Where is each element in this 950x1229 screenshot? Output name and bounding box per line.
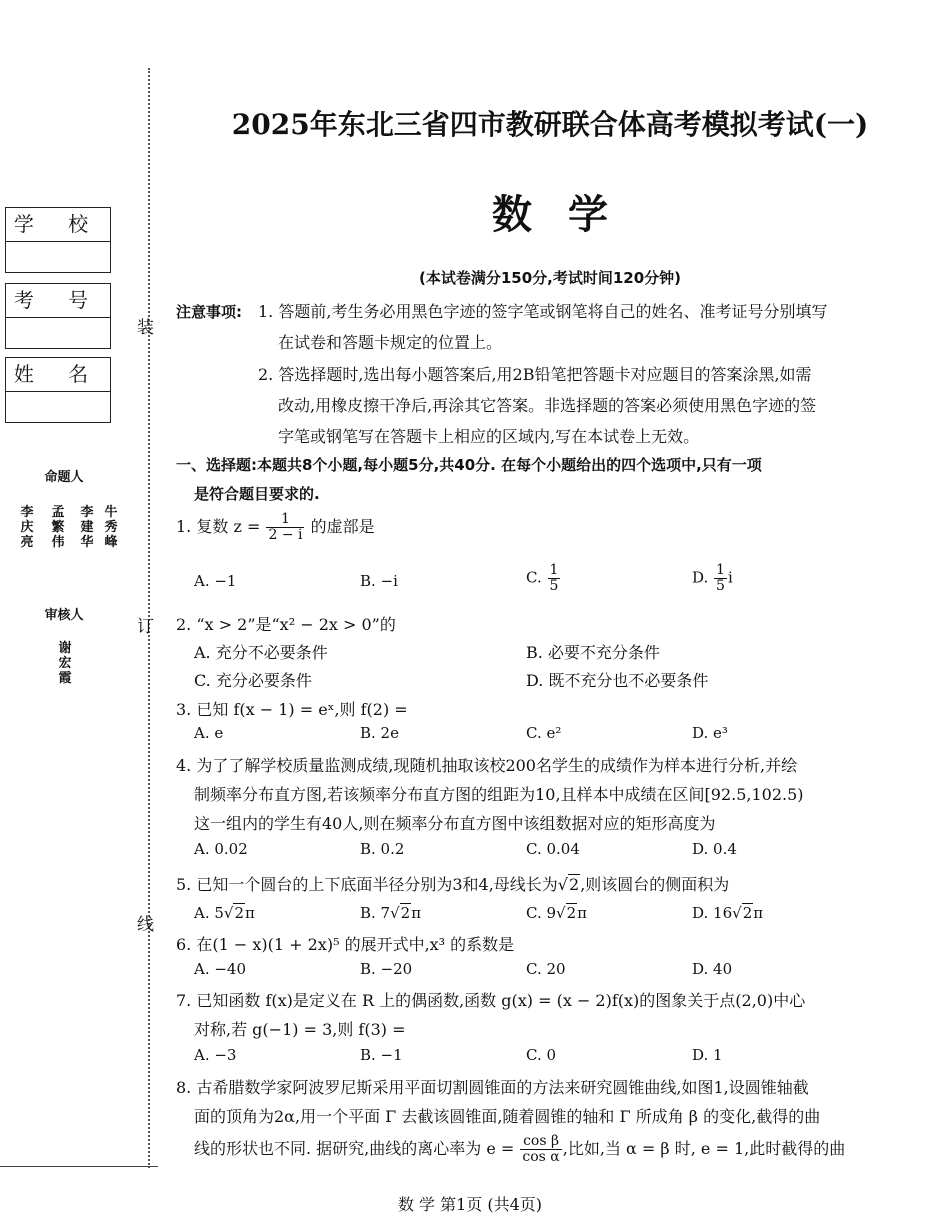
- author-name: 牛秀峰: [104, 505, 118, 550]
- q1-d-label: D.: [692, 568, 709, 587]
- question-3-stem: 3. 已知 f(x − 1) = eˣ,则 f(2) =: [176, 700, 408, 719]
- name-field[interactable]: [6, 392, 110, 422]
- q5-a-prefix: A. 5√: [194, 904, 234, 922]
- q5-b-prefix: B. 7√: [360, 904, 400, 922]
- exam-meta: (本试卷满分150分,考试时间120分钟): [418, 269, 682, 287]
- q7-option-c: C. 0: [526, 1046, 557, 1064]
- question-4-line-2: 制频率分布直方图,若该频率分布直方图的组距为10,且样本中成绩在区间[92.5,102.5): [194, 785, 804, 804]
- q8-eccentricity-fraction: [520, 1134, 561, 1165]
- q5-option-c: [526, 904, 587, 922]
- q5-suffix: ,则该圆台的侧面积为: [580, 875, 730, 894]
- q5-c-radicand: 2: [566, 904, 577, 922]
- note-2-line-1: 2. 答选择题时,选出每小题答案后,用2B铅笔把答题卡对应题目的答案涂黑,如需: [258, 365, 812, 384]
- q4-option-c: C. 0.04: [526, 840, 580, 858]
- q2-option-c: C. 充分必要条件: [194, 671, 312, 690]
- q5-radicand: 2: [569, 875, 580, 894]
- section-heading-line-2: 是符合题目要求的.: [194, 485, 320, 503]
- q1-d-suffix: i: [727, 568, 733, 587]
- school-field[interactable]: [6, 242, 110, 272]
- q6-option-c: C. 20: [526, 960, 566, 978]
- question-2-stem: 2. “x > 2”是“x² − 2x > 0”的: [176, 615, 396, 634]
- q3-option-c: C. e²: [526, 724, 562, 742]
- exam-number-box[interactable]: [5, 283, 111, 349]
- authors-label: 命题人: [44, 470, 84, 485]
- exam-title: 2025年东北三省四市教研联合体高考模拟考试(一): [231, 108, 869, 141]
- question-4-line-3: 这一组内的学生有40人,则在频率分布直方图中该组数据对应的矩形高度为: [194, 814, 716, 833]
- q1-fraction: [266, 512, 304, 543]
- q4-option-d: D. 0.4: [692, 840, 737, 858]
- q8-denominator: cos α: [522, 1149, 560, 1165]
- q1-option-c: [526, 563, 561, 594]
- q5-a-radicand: 2: [234, 904, 245, 922]
- school-label: 学 校: [6, 208, 110, 242]
- q5-b-radicand: 2: [400, 904, 411, 922]
- q3-option-d: D. e³: [692, 724, 728, 742]
- q5-a-pi: π: [245, 904, 255, 922]
- q5-prefix: 5. 已知一个圆台的上下底面半径分别为3和4,母线长为√: [176, 875, 568, 894]
- reviewer-label: 审核人: [44, 608, 84, 623]
- question-8-line-2: 面的顶角为2α,用一个平面 Γ 去截该圆锥面,随着圆锥的轴和 Γ 所成角 β 的变化,截得的曲: [194, 1107, 821, 1126]
- q4-option-b: B. 0.2: [360, 840, 405, 858]
- exam-number-field[interactable]: [6, 318, 110, 348]
- q1-option-b: B. −i: [360, 572, 398, 590]
- q7-option-a: A. −3: [194, 1046, 237, 1064]
- question-8-line-1: 8. 古希腊数学家阿波罗尼斯采用平面切割圆锥面的方法来研究圆锥曲线,如图1,设圆锥轴截: [176, 1078, 809, 1097]
- q6-option-b: B. −20: [360, 960, 413, 978]
- q7-option-d: D. 1: [692, 1046, 723, 1064]
- q6-option-a: A. −40: [194, 960, 247, 978]
- q1-c-numerator: 1: [549, 562, 559, 578]
- question-1-stem: [176, 512, 375, 543]
- q1-c-fraction: [548, 563, 561, 594]
- q8-l3-suffix: ,比如,当 α = β 时, e = 1,此时截得的曲: [562, 1139, 846, 1158]
- question-7-line-1: 7. 已知函数 f(x)是定义在 R 上的偶函数,函数 g(x) = (x − 2)f(x)的图象关于点(2,0)中心: [176, 991, 806, 1010]
- q5-option-b: [360, 904, 421, 922]
- q1-option-d: [692, 563, 733, 594]
- q5-option-d: [692, 904, 763, 922]
- q1-c-denominator: 5: [549, 578, 559, 594]
- q2-option-b: B. 必要不充分条件: [526, 643, 660, 662]
- note-1-line-2: 在试卷和答题卡规定的位置上。: [278, 333, 503, 352]
- question-6-stem: 6. 在(1 − x)(1 + 2x)⁵ 的展开式中,x³ 的系数是: [176, 935, 515, 954]
- q1-prefix: 1. 复数 z =: [176, 517, 261, 536]
- question-8-line-3: [194, 1134, 845, 1165]
- author-name: 李庆亮: [20, 505, 34, 550]
- q1-d-numerator: 1: [716, 562, 725, 578]
- q1-denominator: 2 − i: [268, 527, 303, 543]
- note-1-line-1: 1. 答题前,考生务必用黑色字迹的签字笔或钢笔将自己的姓名、准考证号分别填写: [258, 302, 828, 321]
- q1-suffix: 的虚部是: [310, 517, 375, 536]
- q5-d-prefix: D. 16√: [692, 904, 742, 922]
- binding-mark-xian: 线: [137, 915, 154, 935]
- q1-d-denominator: 5: [716, 578, 725, 594]
- name-box[interactable]: [5, 357, 111, 423]
- q3-option-b: B. 2e: [360, 724, 399, 742]
- q4-option-a: A. 0.02: [194, 840, 248, 858]
- note-2-line-2: 改动,用橡皮擦干净后,再涂其它答案。非选择题的答案必须使用黑色字迹的签: [278, 396, 817, 415]
- q5-option-a: [194, 904, 255, 922]
- note-2-line-3: 字笔或钢笔写在答题卡上相应的区域内,写在本试卷上无效。: [278, 427, 700, 446]
- exam-number-label: 考 号: [6, 284, 110, 318]
- binding-mark-zhuang: 装: [137, 318, 154, 338]
- question-7-line-2: 对称,若 g(−1) = 3,则 f(3) =: [194, 1020, 406, 1039]
- q7-option-b: B. −1: [360, 1046, 403, 1064]
- q5-c-prefix: C. 9√: [526, 904, 566, 922]
- notes-label: 注意事项:: [176, 303, 242, 321]
- q1-c-label: C.: [526, 568, 542, 587]
- name-label: 姓 名: [6, 358, 110, 392]
- q1-d-fraction: [714, 563, 727, 594]
- author-name: 李建华: [80, 505, 94, 550]
- q5-b-pi: π: [411, 904, 422, 922]
- q1-option-a: A. −1: [194, 572, 237, 590]
- school-box[interactable]: [5, 207, 111, 273]
- question-4-line-1: 4. 为了了解学校质量监测成绩,现随机抽取该校200名学生的成绩作为样本进行分析,并绘: [176, 756, 798, 775]
- q2-option-d: D. 既不充分也不必要条件: [526, 671, 709, 690]
- q8-numerator: cos β: [520, 1134, 561, 1150]
- q6-option-d: D. 40: [692, 960, 733, 978]
- q5-d-radicand: 2: [742, 904, 753, 922]
- q8-l3-prefix: 线的形状也不同. 据研究,曲线的离心率为 e =: [194, 1139, 515, 1158]
- margin-rule: [0, 1166, 158, 1167]
- reviewer-name: 谢宏霞: [58, 641, 72, 686]
- q2-option-a: A. 充分不必要条件: [194, 643, 328, 662]
- author-name: 孟繁伟: [51, 505, 65, 550]
- question-5-stem: [176, 872, 729, 895]
- section-heading-line-1: 一、选择题:本题共8个小题,每小题5分,共40分. 在每个小题给出的四个选项中,只有一项: [176, 456, 762, 474]
- q3-option-a: A. e: [194, 724, 224, 742]
- page-footer: 数 学 第1页 (共4页): [397, 1195, 543, 1214]
- binding-mark-ding: 订: [137, 617, 154, 637]
- q5-d-pi: π: [753, 904, 764, 922]
- subject-title: 数学: [492, 191, 644, 238]
- q5-c-pi: π: [577, 904, 587, 922]
- q1-numerator: 1: [266, 512, 304, 528]
